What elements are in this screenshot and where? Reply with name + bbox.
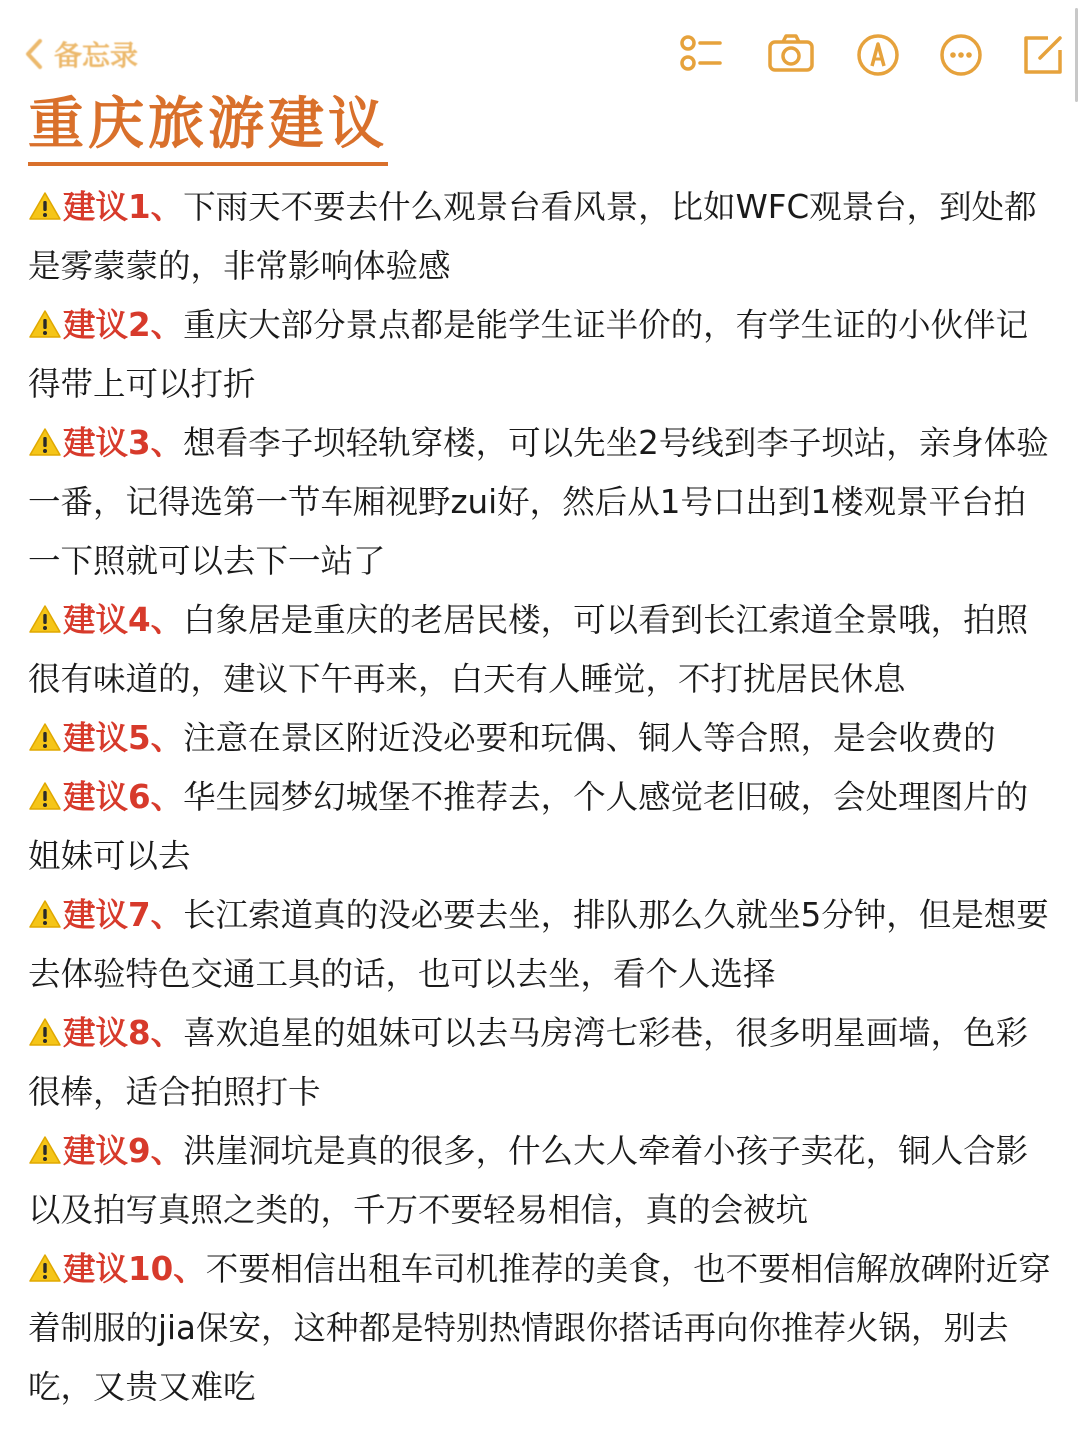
warning-icon: [28, 309, 62, 339]
back-label: 备忘录: [54, 39, 139, 72]
tip-item: [28, 178, 1058, 296]
camera-button[interactable]: [766, 30, 816, 80]
tip-item: [28, 296, 1058, 414]
tip-label: 建议9、: [63, 1132, 184, 1170]
warning-icon: [28, 781, 62, 811]
warning-icon: [28, 899, 62, 929]
more-button[interactable]: [936, 30, 986, 80]
tip-item: [28, 591, 1058, 709]
compose-button[interactable]: [1018, 30, 1068, 80]
tip-item: [28, 1004, 1058, 1122]
tip-item: [28, 768, 1058, 886]
tip-text: 喜欢追星的姐妹可以去马房湾七彩巷，很多明星画墙，色彩很棒，适合拍照打卡: [28, 1014, 1029, 1111]
note-title[interactable]: 重庆旅游建议: [28, 92, 388, 166]
tip-item: [28, 886, 1058, 1004]
compose-icon: [1018, 30, 1068, 80]
notes-toolbar: [0, 0, 1080, 100]
checklist-icon: [676, 30, 726, 80]
tip-text: 华生园梦幻城堡不推荐去，个人感觉老旧破，会处理图片的姐妹可以去: [28, 778, 1029, 875]
tip-item: [28, 1240, 1058, 1417]
note-body[interactable]: [28, 178, 1058, 1417]
scrollbar[interactable]: [1075, 8, 1078, 102]
markup-pen-icon: [853, 30, 903, 80]
warning-icon: [28, 427, 62, 457]
tip-item: [28, 414, 1058, 591]
tip-item: [28, 709, 1058, 768]
tip-text: 重庆大部分景点都是能学生证半价的，有学生证的小伙伴记得带上可以打折: [28, 306, 1029, 403]
checklist-button[interactable]: [676, 30, 726, 80]
note-title-wrap: [28, 92, 388, 166]
tip-label: 建议5、: [63, 719, 184, 757]
more-icon: [936, 30, 986, 80]
camera-icon: [766, 30, 816, 80]
tip-item: [28, 1122, 1058, 1240]
tip-text: 白象居是重庆的老居民楼，可以看到长江索道全景哦，拍照很有味道的，建议下午再来，白天有人睡觉，不打扰居民休息: [28, 601, 1029, 698]
warning-icon: [28, 191, 62, 221]
warning-icon: [28, 1135, 62, 1165]
tip-text: 注意在景区附近没必要和玩偶、铜人等合照，是会收费的: [183, 719, 996, 757]
tip-label: 建议10、: [63, 1250, 206, 1288]
warning-icon: [28, 604, 62, 634]
tip-label: 建议1、: [63, 188, 184, 226]
markup-button[interactable]: [853, 30, 903, 80]
warning-icon: [28, 1253, 62, 1283]
tip-label: 建议7、: [63, 896, 184, 934]
tip-label: 建议8、: [63, 1014, 184, 1052]
tip-text: 下雨天不要去什么观景台看风景，比如WFC观景台，到处都是雾蒙蒙的，非常影响体验感: [28, 188, 1037, 285]
tip-text: 不要相信出租车司机推荐的美食，也不要相信解放碑附近穿着制服的jia保安，这种都是特别热情跟你搭话再向你推荐火锅，别去吃，又贵又难吃: [28, 1250, 1051, 1406]
tip-label: 建议6、: [63, 778, 184, 816]
tip-text: 洪崖洞坑是真的很多，什么大人牵着小孩子卖花，铜人合影以及拍写真照之类的，千万不要轻易相信，真的会被坑: [28, 1132, 1029, 1229]
tip-text: 想看李子坝轻轨穿楼，可以先坐2号线到李子坝站，亲身体验一番，记得选第一节车厢视野zui好，然后从1号口出到1楼观景平台拍一下照就可以去下一站了: [28, 424, 1049, 580]
tip-text: 长江索道真的没必要去坐，排队那么久就坐5分钟，但是想要去体验特色交通工具的话，也可以去坐，看个人选择: [28, 896, 1049, 993]
warning-icon: [28, 1017, 62, 1047]
warning-icon: [28, 722, 62, 752]
tip-label: 建议4、: [63, 601, 184, 639]
tip-label: 建议2、: [63, 306, 184, 344]
tip-label: 建议3、: [63, 424, 184, 462]
